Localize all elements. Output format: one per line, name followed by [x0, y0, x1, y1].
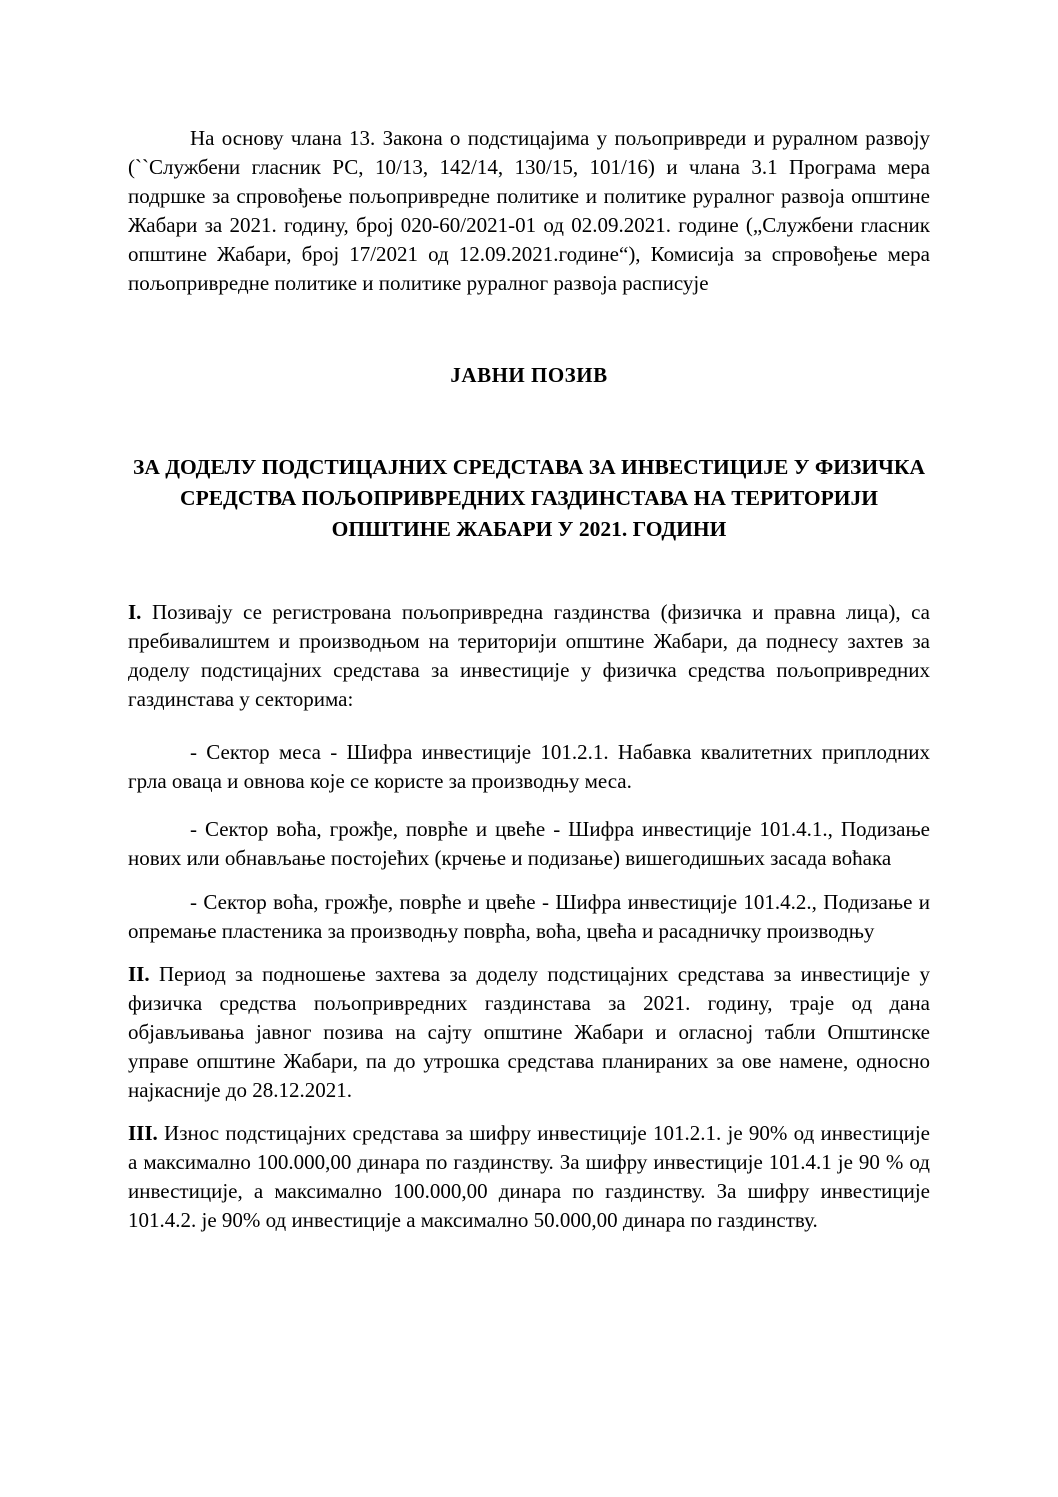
- section-1-text: Позивају се регистрована пољопривредна газдинства (физичка и правна лица), са пребивалиштем и производњом на територији општине Жабари, да поднесу захтев за доделу подстицајних средстава за инвестиције у физичка средства пољопривредних газдинстава у секторима:: [128, 600, 930, 711]
- subtitle-line-1: ЗА ДОДЕЛУ ПОДСТИЦАЈНИХ СРЕДСТАВА ЗА ИНВЕСТИЦИЈЕ У ФИЗИЧКА: [132, 455, 925, 479]
- section-1-paragraph: [128, 598, 930, 714]
- subtitle-line-3: ОПШТИНЕ ЖАБАРИ У 2021. ГОДИНИ: [331, 517, 727, 541]
- section-3-paragraph: [128, 1119, 930, 1235]
- section-3-text: Износ подстицајних средстава за шифру инвестиције 101.2.1. је 90% од инвестиције а максимално 100.000,00 динара по газдинству. За шифру инвестиције 101.4.1 је 90 % од инвестиције, а максимално 100.000,00 динара по газдинству. За шифру инвестиције 101.4.2. је 90% од инвестиције а максимално 50.000,00 динара по газдинству.: [128, 1121, 930, 1232]
- section-3-numeral: III.: [128, 1121, 158, 1145]
- sector-bullet-orchards: - Сектор воћа, грожђе, поврће и цвеће - Шифра инвестиције 101.4.1., Подизање нових или обнављање постојећих (крчење и подизање) вишегодишњих засада воћака: [128, 817, 930, 870]
- document-subtitle: [128, 452, 930, 545]
- section-2-paragraph: [128, 960, 930, 1105]
- sector-bullet-meat: - Сектор меса - Шифра инвестиције 101.2.1. Набавка квалитетних приплодних грла оваца и овнова које се користе за производњу меса.: [128, 740, 930, 793]
- sector-bullet-greenhouses: - Сектор воћа, грожђе, поврће и цвеће - Шифра инвестиције 101.4.2., Подизање и опремање пластеника за производњу поврћа, воћа, цвећа и расадничку производњу: [128, 890, 930, 943]
- section-2-numeral: II.: [128, 962, 150, 986]
- section-2-text: Период за подношење захтева за доделу подстицајних средстава за инвестиције у физичка средства пољопривредних газдинстава за 2021. годину, траје од дана објављивања јавног позива на сајту општине Жабари и огласној табли Општинске управе општине Жабари, па до утрошка средстава планираних за ове намене, односно најкасније до 28.12.2021.: [128, 962, 931, 1102]
- subtitle-line-2: СРЕДСТВА ПОЉОПРИВРЕДНИХ ГАЗДИНСТАВА НА ТЕРИТОРИЈИ: [180, 486, 878, 510]
- intro-paragraph: На основу члана 13. Закона о подстицајима у пољопривреди и руралном развоју (``Службени гласник РС, 10/13, 142/14, 130/15, 101/16) и члана 3.1 Програма мера подршке за спровођење пољопривредне политике и политике руралног развоја општине Жабари за 2021. годину, број 020-60/2021-01 од 02.09.2021. године („Службени гласник општине Жабари, број 17/2021 од 12.09.2021.године“), Комисија за спровођење мера пољопривредне политике и политике руралног развоја расписује: [128, 126, 930, 295]
- document-title: ЈАВНИ ПОЗИВ: [450, 363, 608, 387]
- section-1-numeral: I.: [128, 600, 142, 624]
